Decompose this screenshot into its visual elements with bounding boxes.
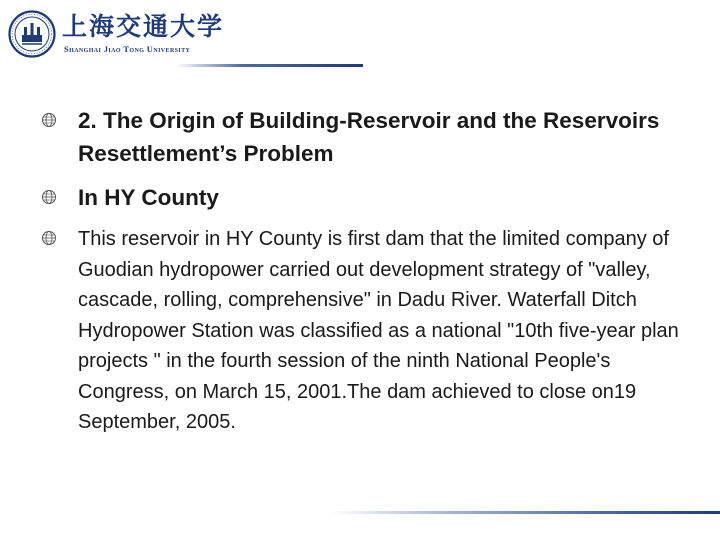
logo-chinese-name: 上海交通大学 — [62, 12, 225, 41]
bullet-item — [40, 181, 700, 214]
logo-english-name: Shanghai Jiao Tong University — [64, 44, 191, 54]
footer-divider — [330, 511, 720, 514]
bullet-text: In HY County — [78, 185, 219, 210]
bullet-text: This reservoir in HY County is first dam that the limited company of Guodian hydropower carried out development strategy of "valley, cascade, rolling, comprehensive" in Dadu River. Waterfall Ditch Hydropower Station was classified as a national "10th five-year plan projects " in the fourth session of the ninth National People's Congress, on March 15, 2001.The dam achieved to close on19 September, 2005. — [78, 228, 679, 433]
bullet-item — [40, 104, 700, 170]
globe-bullet-icon — [41, 112, 57, 128]
sjtu-emblem-icon — [8, 10, 56, 58]
globe-bullet-icon — [41, 189, 57, 205]
header-divider — [176, 64, 363, 67]
university-logo — [8, 10, 225, 58]
globe-bullet-icon — [41, 230, 57, 246]
bullet-item — [40, 224, 700, 438]
bullet-text: 2. The Origin of Building-Reservoir and the Reservoirs Resettlement’s Problem — [78, 108, 660, 166]
bullet-list — [40, 104, 700, 438]
